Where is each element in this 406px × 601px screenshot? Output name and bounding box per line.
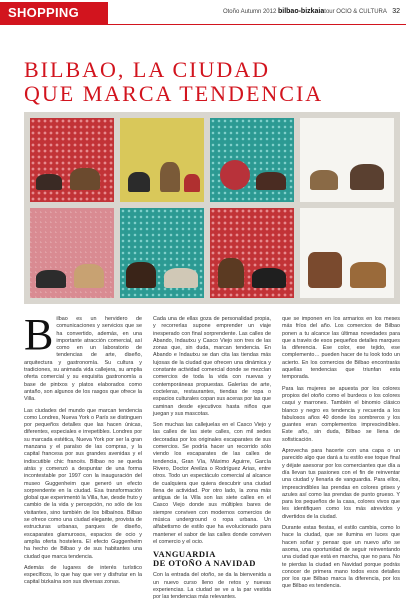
header-meta bbox=[223, 8, 400, 15]
text-column-1 bbox=[24, 310, 142, 596]
subheading-line-1: VANGUARDIA bbox=[153, 549, 216, 560]
paragraph: Además de lugares de interés turístico específicos, lo que hay que ver y disfrutar en la capital bizkaína son sus diversas zonas. bbox=[24, 564, 142, 586]
paragraph: Bilbao es un hervidero de comunicaciones y servicios que se ha convertido, además, en una importante atracción comercial, así como en un laboratorio de tendencias de arte, diseño, arquitectura y gastronomía. Su cultura y tradiciones, su animada vida callejera, su amplia oferta comercial y su exquisita gastronomía a base de pintxos y platos elaborados como antaño, son algunos de los rasgos que ofrece la Villa. bbox=[24, 310, 142, 403]
page-header bbox=[0, 0, 406, 24]
subheading bbox=[153, 550, 271, 568]
season-label: Otoño Autumn 2012 bbox=[222, 9, 277, 15]
title-line-2: QUE MARCA TENDENCIA bbox=[24, 81, 324, 106]
boot-item bbox=[160, 162, 180, 192]
paragraph: Con la entrada del otoño, se da la bienvenida a un nuevo curso lleno de retos y nuevas experiencias. La ciudad se ve a la par vestida por las tendencias más relevantes. bbox=[153, 572, 271, 601]
subheading-line-2: DE OTOÑO A NAVIDAD bbox=[153, 558, 256, 569]
bag-item bbox=[308, 252, 342, 288]
paragraph: Las ciudades del mundo que marcan tendencia como Londres, Nueva York o París se distinguen por pequeños detalles que las hacen únicas, diferentes, especiales e irrepetibles. Londres por su marcada estética, Nueva York por ser la gran manzana y el paraíso de las compras, y la capital francesa por sus grandes avenidas y el indiscutible chic francés. Bilbao no se queda atrás y comenzó a despuntar de una forma incontestable por 1997 con la inauguración del museo Guggenheim que generó un efecto sorprendente en la ciudad. Esa transformación global que experimentó la Villa, fue, desde fruto y cambio de la vida y percepción, no sólo de los visitantes, sino también de los bilbaínos. Bilbao se ofrece como una ciudad elegante, provista de estructuras urbanas, parques de diseño, escaparates glamurosos, espacios de ocio y amplia oferta hostelera. El efecto Guggenheim ha hecho de Bilbao y de sus habitantes una ciudad que marca tendencia. bbox=[24, 407, 142, 560]
shoe-item bbox=[36, 270, 66, 288]
paragraph: Cada una de ellas goza de personalidad propia, y recorrerlas supone emprender un viaje inesperado con final sorprendente. Las calles de Abando, Indautxu y Casco Viejo son tres de las zonas que, sin duda, marcan tendencia. En Abando e Indautxu se dan cita las tiendas más lujosas de la ciudad que ofrecen una dinámica y constante actividad comercial donde se mezclan comercios de toda la vida con nuevas y contemporáneas propuestas. Galerías de arte, cocteleras, restaurantes, tiendas de ropa o espacios culturales copan sus aceras por las que caminan desde ejecutivos hasta niños que juegan y sus mascotas. bbox=[153, 316, 271, 417]
bag-item bbox=[350, 262, 386, 288]
drop-cap: B bbox=[24, 310, 54, 359]
paragraph: Aprovecha para hacerte con una capa o un parecido algo que dará a tu estilo ese toque final y déjate asesorar por los comerciantes que día a día llevan tus pasiones con el fin de reinventar una ciudad y llenarla de vanguardia. Para ellos, imprescindibles las prendas en colores grises y azules así como las prendas de punto grueso. Y para los pequeños de la casa, colores vivos que les identifiquen como los más atrevidos y divertidos de la ciudad. bbox=[282, 448, 400, 520]
shoe-item bbox=[74, 264, 104, 288]
header-rule bbox=[0, 24, 406, 25]
article-body bbox=[24, 310, 400, 601]
text-column-2 bbox=[153, 316, 271, 601]
title-line-1: BILBAO, LA CIUDAD bbox=[24, 57, 271, 82]
shoe-item bbox=[70, 168, 100, 190]
shoe-item bbox=[126, 262, 156, 288]
shoe-item bbox=[184, 174, 200, 192]
section-tag: SHOPPING bbox=[0, 2, 108, 24]
brand-tour: tour bbox=[324, 9, 335, 15]
article-photo bbox=[24, 112, 400, 304]
shoe-item bbox=[36, 174, 62, 190]
shoe-item bbox=[310, 170, 338, 190]
paragraph: Durante estas fiestas, el estilo cambia, como lo hace la ciudad, que se ilumina en luces que hacen soñar y pensar que un nuevo año se asoma, una oportunidad de seguir reinventando una ciudad que está en marcha, que no para. No te pierdas la ciudad en Navidad porque podrás conocer de primera mano todos esos detalles por los que Bilbao marca la diferencia, por los que Bilbao es tendencia. bbox=[282, 525, 400, 590]
paragraph: Son muchas las callejuelas en el Casco Viejo y las calles de las siete calles, con mil sedes decoradas por los originales escaparates de sus comercios. Se podría hacer un recorrido sólo viendo los escaparates de las calles de tendencia, Gran Vía, Máximo Aguirre, García Rivero, Doctor Areilza o Rodríguez Arias, entre otros. Todo un espectáculo comercial al alcance de cualquiera que quiera descubrir una ciudad llena de actividad. Por otro lado, la zona más antigua de la Villa son las siete calles en el Casco Viejo donde sus múltiples bares de siempre conviven con modernos comercios de música underground o ropa urbana. Un alfabetismo de estilo que ha evolucionado para mantener el sabor de las calles donde conviven el comercio y el ocio. bbox=[153, 422, 271, 545]
paragraph: Para las mujeres se apuesta por los colores propios del otoño como el burdeos o los colores caqui y marrones. También el binomio clásico blanco y negro es tendencia y recuerda a los fabulosos años 40 donde los sombreros y los guantes eran complementos imprescindibles. Este año, sin duda, Bilbao se llena de sofisticación. bbox=[282, 385, 400, 443]
shoe-item bbox=[128, 172, 150, 192]
shoe-item bbox=[256, 172, 286, 190]
boot-item bbox=[218, 258, 244, 288]
hat-item bbox=[220, 160, 250, 190]
page-number: 32 bbox=[392, 8, 400, 15]
text-column-3 bbox=[282, 316, 400, 596]
article-title bbox=[24, 58, 394, 106]
shoe-item bbox=[252, 268, 286, 288]
brand-name: bilbao-bizkaia bbox=[277, 8, 325, 15]
category-label: OCIO & CULTURA bbox=[336, 9, 387, 15]
shoe-item bbox=[164, 268, 198, 288]
bag-item bbox=[350, 164, 384, 190]
paragraph: que se imponen en los armarios en los meses más fríos del año. Los comercios de Bilbao ponen a tu alcance las últimas novedades para que a través de esos pequeños detalles marques la diferencia. Ese color, ese tejido, ese complemento… pueden hacer de tu look todo un acierto. En los comercios de Bilbao encontrarás aquellas tendencias que triunfan esta temporada. bbox=[282, 316, 400, 381]
